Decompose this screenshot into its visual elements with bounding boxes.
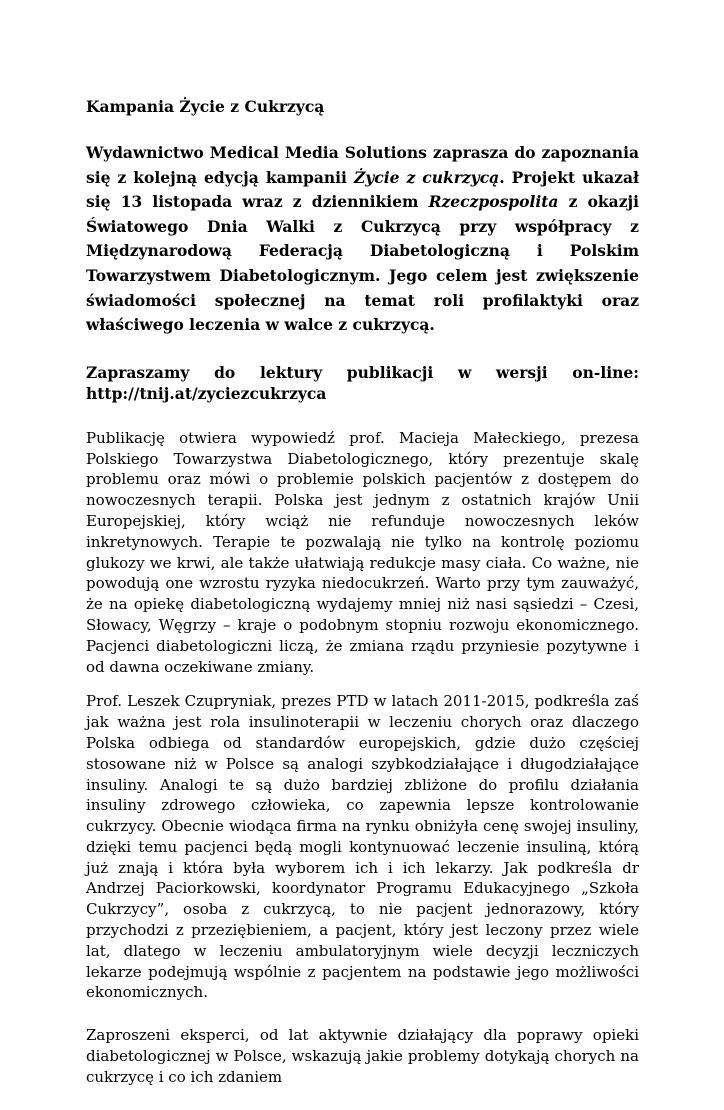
invite-word: Zapraszamy bbox=[86, 362, 190, 382]
campaign-name: Życie z cukrzycą bbox=[353, 167, 500, 187]
lead-text-1: Wydawnictwo Medical Media Solutions zaprasza do zapoznania się z kolejną edycją kampanii bbox=[86, 143, 639, 187]
lead-text-3: z okazji Światowego Dnia Walki z Cukrzycą przy współpracy z Międzynarodową Federacją Diabetologiczną i Polskim Towarzystwem Diabetologicznym. Jego celem jest zwiększenie świadomości społecznej na temat roli profilaktyki oraz właściwego leczenia w walce z cukrzycą. bbox=[86, 192, 639, 335]
newspaper-name: Rzeczpospolita bbox=[428, 192, 559, 212]
paragraph-experts: Zaproszeni eksperci, od lat aktywnie działający dla poprawy opieki diabetologicznej w Polsce, wskazują jakie problemy dotykają chorych na cukrzycę i co ich zdaniem bbox=[86, 1026, 639, 1086]
document-content bbox=[86, 96, 639, 1110]
invite-word: on-line: bbox=[572, 362, 639, 382]
lead-text-2: . Projekt ukazał się 13 listopada wraz z dziennikiem bbox=[86, 167, 639, 212]
invite-word: wersji bbox=[495, 362, 548, 382]
document-title: Kampania Życie z Cukrzycą bbox=[86, 97, 325, 116]
invite-word: w bbox=[457, 362, 472, 382]
invite-line bbox=[86, 362, 639, 383]
paragraph-czupryniak: Prof. Leszek Czupryniak, prezes PTD w latach 2011-2015, podkreśla zaś jak ważna jest rola insulinoterapii w leczeniu chorych oraz dlaczego Polska odbiega od standardów europejskich, gdzie dużo częściej stosowane niż w Polsce są analogi szybkodziałające i długodziałające insuliny. Analogi te są dużo bardziej zbliżone do profilu działania insuliny zdrowego człowieka, co zapewnia lepsze kontrolowanie cukrzycy. Obecnie wiodąca firma na rynku obniżyła cenę swojej insuliny, dzięki temu pacjenci będą mogli kontynuować leczenie insuliną, którą już znają i która była wyborem ich i ich lekarzy. Jak podkreśla dr Andrzej Paciorkowski, koordynator Programu Edukacyjnego „Szkoła Cukrzycy”, osoba z cukrzycą, to nie pacjent jednorazowy, który przychodzi z przeziębieniem, a pacjent, który jest leczony przez wiele lat, dlatego w leczeniu ambulatoryjnym wiele decyzji leczniczych lekarze podejmują wspólnie z pacjentem na podstawie jego możliwości ekonomicznych. bbox=[86, 692, 639, 1002]
paragraph-malecki: Publikację otwiera wypowiedź prof. Macieja Małeckiego, prezesa Polskiego Towarzystwa Diabetologicznego, który prezentuje skalę problemu oraz mówi o problemie polskich pacjentów z dostępem do nowoczesnych terapii. Polska jest jednym z ostatnich krajów Unii Europejskiej, który wciąż nie refunduje nowoczesnych leków inkretynowych. Terapie te pozwalają nie tylko na kontrolę poziomu glukozy we krwi, ale także ułatwiają redukcje masy ciała. Co ważne, nie powodują one wzrostu ryzyka niedocukrzeń. Warto przy tym zauważyć, że na opiekę diabetologiczną wydajemy mniej niż nasi sąsiedzi – Czesi, Słowacy, Węgrzy – kraje o podobnym stopniu rozwoju ekonomicznego. Pacjenci diabetologiczni liczą, że zmiana rządu przyniesie pozytywne i od dawna oczekiwane zmiany. bbox=[86, 428, 639, 676]
lead-paragraph bbox=[86, 141, 639, 338]
invite-paragraph bbox=[86, 362, 639, 404]
invite-word: lektury bbox=[259, 362, 323, 382]
invite-word: publikacji bbox=[346, 362, 434, 382]
publication-link[interactable]: http://tnij.at/zyciezcukrzyca bbox=[86, 383, 327, 403]
invite-word: do bbox=[214, 362, 236, 382]
